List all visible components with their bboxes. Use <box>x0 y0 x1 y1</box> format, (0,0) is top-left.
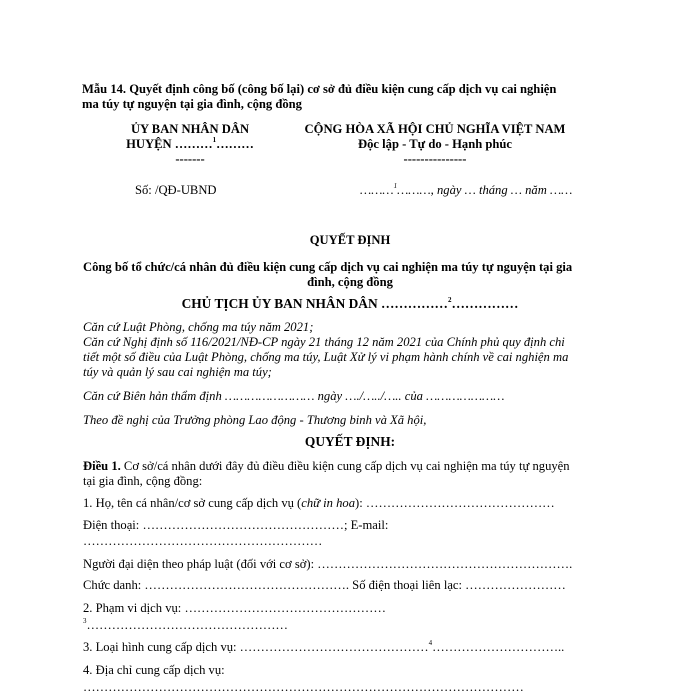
position-phone-line: Chức danh: …………………………………………. Số điện thoại liên lạc: …………………… <box>83 578 566 592</box>
phone-email-line: Điện thoại: …………………………………………; E-mail: <box>83 518 389 532</box>
item-4-address: 4. Địa chỉ cung cấp dịch vụ: <box>83 663 225 677</box>
phone-email-continuation: ………………………………………………… <box>83 534 323 548</box>
article-1-line1: Điều 1. Cơ sở/cá nhân dưới đây đủ điều điều kiện cung cấp dịch vụ cai nghiện ma túy tự nguyện <box>83 459 570 473</box>
proposal-line: Theo đề nghị của Trưởng phòng Lao động - Thương binh và Xã hội, <box>83 413 427 427</box>
decision-title: QUYẾT ĐỊNH <box>309 233 391 247</box>
agency-name: ỦY BAN NHÂN DÂN <box>130 122 250 136</box>
decision-subtitle-line2: đình, cộng đồng <box>307 275 393 289</box>
item-4-continuation: …………………………………………………………………………………………… <box>83 680 524 694</box>
legal-basis-2-line3: túy và quản lý sau cai nghiện ma túy; <box>83 365 272 379</box>
form-title-line2: ma túy tự nguyện tại gia đình, cộng đồng <box>82 97 302 111</box>
legal-basis-2-line1: Căn cứ Nghị định số 116/2021/NĐ-CP ngày 21 tháng 12 năm 2021 của Chính phủ quy định chi <box>83 335 565 349</box>
item-2-scope: 2. Phạm vi dịch vụ: ………………………………………… <box>83 601 386 615</box>
item-1-name: 1. Họ, tên cá nhân/cơ sở cung cấp dịch vụ (chữ in hoa): ……………………………………… <box>83 496 555 510</box>
legal-basis-1: Căn cứ Luật Phòng, chống ma túy năm 2021; <box>83 320 314 334</box>
article-1-line2: tại gia đình, cộng đồng: <box>83 474 203 488</box>
decision-heading: QUYẾT ĐỊNH: <box>304 434 396 449</box>
agency-rule: ------- <box>175 152 205 166</box>
form-title-line1: Mẫu 14. Quyết định công bố (công bố lại) cơ sở đủ điều kiện cung cấp dịch vụ cai nghiện <box>82 82 557 96</box>
item-3-service-type: 3. Loại hình cung cấp dịch vụ: ………………………………………$^4$………………………….. <box>83 638 565 654</box>
decision-subtitle-line1: Công bố tổ chức/cá nhân đủ điều kiện cung cấp dịch vụ cai nghiện ma túy tự nguyện tại gia <box>83 260 573 274</box>
agency-district: HUYỆN ………$^1$……… <box>126 135 254 151</box>
nation-motto: Độc lập - Tự do - Hạnh phúc <box>358 137 512 151</box>
document-number: Số: /QĐ-UBND <box>135 183 217 197</box>
issuing-authority: CHỦ TỊCH ỦY BAN NHÂN DÂN ……………$^2$…………… <box>181 295 519 311</box>
legal-basis-2-line2: tiết một số điều của Luật Phòng, chống ma túy, Luật Xử lý vi phạm hành chính về cai nghiện ma <box>83 350 569 364</box>
nation-rule: --------------- <box>403 152 467 166</box>
nation-name: CỘNG HÒA XÃ HỘI CHỦ NGHĨA VIỆT NAM <box>304 122 566 136</box>
legal-basis-3: Căn cứ Biên hản thẩm định …………………… ngày …./…../….. của ………………… <box>83 389 505 403</box>
place-date: ………$^1$………, ngày … tháng … năm …… <box>360 181 573 197</box>
item-2-continuation: $^3$………………………………………… <box>83 616 288 632</box>
legal-representative-line: Người đại diện theo pháp luật (đối với cơ sở): ……………………………………………………. <box>83 557 573 571</box>
